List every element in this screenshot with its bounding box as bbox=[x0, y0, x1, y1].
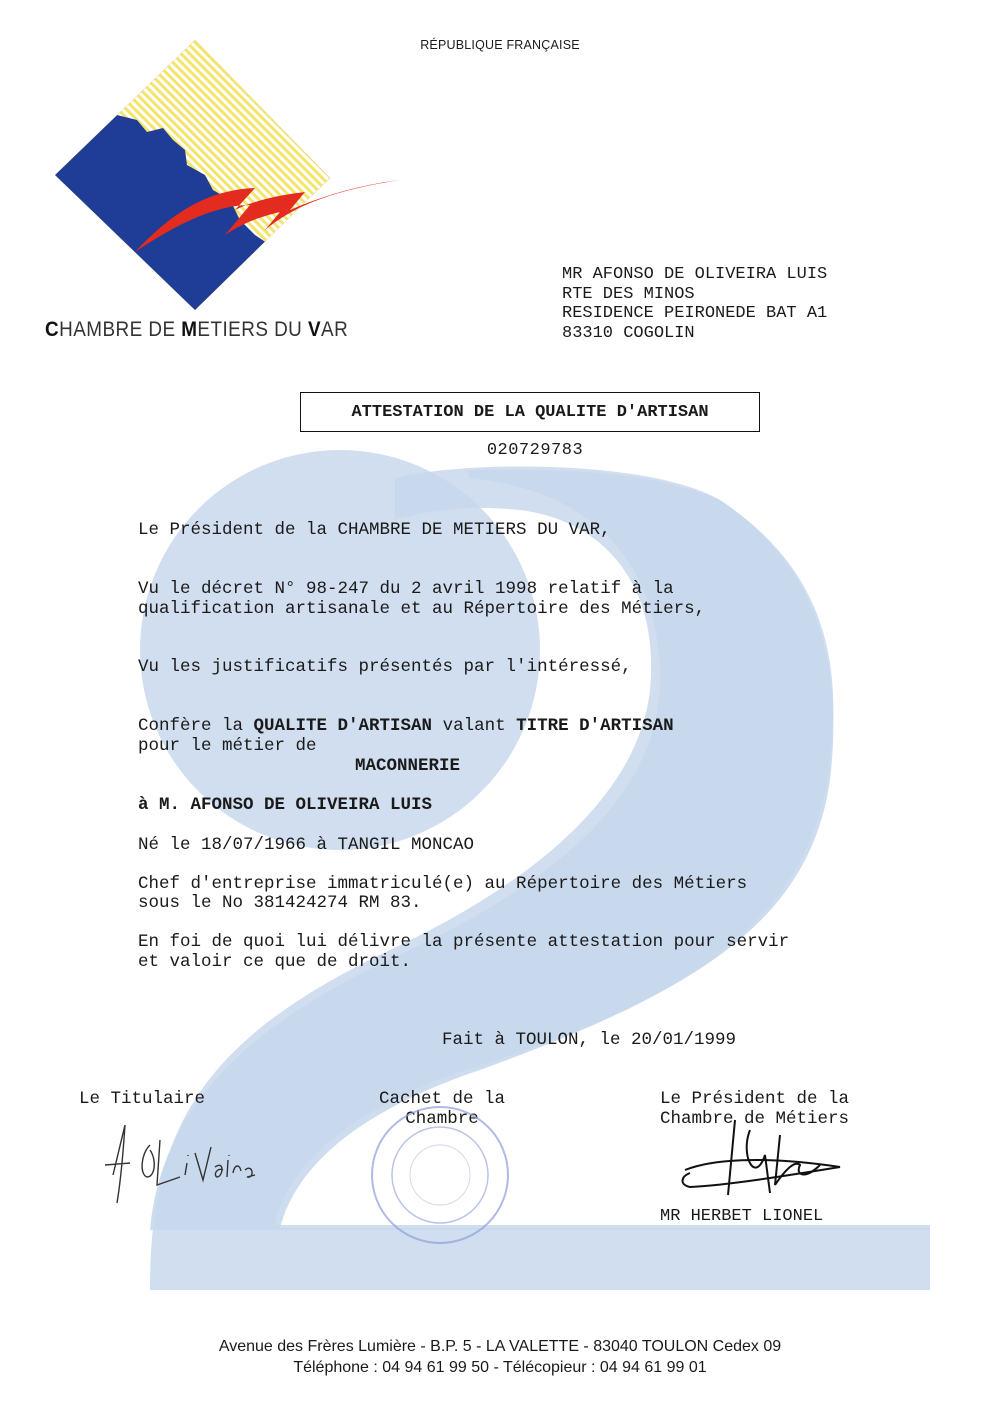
organization-name bbox=[45, 318, 348, 342]
decret-line: Vu le décret N° 98-247 du 2 avril 1998 relatif à la bbox=[138, 579, 674, 599]
registration-line: Chef d'entreprise immatriculé(e) au Répertoire des Métiers bbox=[138, 874, 748, 894]
beneficiary-prefix: à M. bbox=[138, 795, 191, 815]
document-title: ATTESTATION DE LA QUALITE D'ARTISAN bbox=[300, 392, 760, 432]
qualite-artisan: QUALITE D'ARTISAN bbox=[253, 716, 433, 736]
beneficiary-name: AFONSO DE OLIVEIRA LUIS bbox=[190, 795, 433, 815]
registration-line: sous le No 381424274 RM 83. bbox=[138, 893, 422, 913]
beneficiary-line bbox=[138, 795, 432, 815]
org-name-initial: V bbox=[307, 318, 322, 341]
recipient-address bbox=[562, 265, 827, 343]
org-name-part: HAMBRE DE bbox=[59, 318, 182, 341]
footer-phone: Téléphone : 04 94 61 99 50 - Télécopieur : 04 94 61 99 01 bbox=[293, 1359, 707, 1376]
confere-text: Confère la bbox=[138, 716, 254, 736]
footer-address: Avenue des Frères Lumière - B.P. 5 - LA VALETTE - 83040 TOULON Cedex 09 bbox=[218, 1338, 782, 1355]
recipient-line: 83310 COGOLIN bbox=[562, 323, 695, 343]
chambre-metiers-logo bbox=[55, 40, 405, 310]
titulaire-label: Le Titulaire bbox=[79, 1089, 206, 1109]
republique-heading: RÉPUBLIQUE FRANÇAISE bbox=[420, 38, 580, 52]
metier-value: MACONNERIE bbox=[355, 756, 461, 776]
cachet-label-line: Cachet de la bbox=[378, 1089, 506, 1109]
recipient-line: RESIDENCE PEIRONEDE BAT A1 bbox=[562, 304, 828, 323]
president-intro: Le Président de la CHAMBRE DE METIERS DU VAR, bbox=[138, 520, 611, 540]
titre-artisan: TITRE D'ARTISAN bbox=[516, 716, 674, 736]
org-name-part: AR bbox=[321, 318, 349, 341]
decret-line: qualification artisanale et au Répertoire des Métiers, bbox=[138, 599, 706, 619]
place-date: Fait à TOULON, le 20/01/1999 bbox=[442, 1030, 737, 1050]
president-signature bbox=[670, 1115, 860, 1205]
recipient-line: MR AFONSO DE OLIVEIRA LUIS bbox=[562, 265, 828, 284]
confere-line bbox=[138, 716, 674, 736]
recipient-line: RTE DES MINOS bbox=[562, 284, 695, 304]
titulaire-signature bbox=[95, 1115, 265, 1210]
closing-line: et valoir ce que de droit. bbox=[138, 952, 412, 972]
president-label-line: Le Président de la bbox=[660, 1089, 850, 1109]
birth-line: Né le 18/07/1966 à TANGIL MONCAO bbox=[138, 835, 475, 855]
org-name-part: ETIERS DU bbox=[197, 318, 308, 341]
org-name-initial: M bbox=[181, 318, 198, 341]
closing-line: En foi de quoi lui délivre la présente attestation pour servir bbox=[138, 932, 790, 952]
confere-text: valant bbox=[432, 716, 517, 736]
president-label-line: Chambre de Métiers bbox=[660, 1109, 850, 1129]
reference-number: 020729783 bbox=[486, 441, 584, 460]
justificatifs-line: Vu les justificatifs présentés par l'intéressé, bbox=[138, 657, 632, 677]
org-name-initial: C bbox=[45, 318, 60, 341]
cachet-label-line: Chambre bbox=[405, 1109, 479, 1129]
president-name: MR HERBET LIONEL bbox=[660, 1207, 824, 1226]
watermark-circle bbox=[140, 450, 540, 850]
metier-intro: pour le métier de bbox=[138, 736, 317, 756]
chamber-stamp bbox=[365, 1100, 515, 1250]
